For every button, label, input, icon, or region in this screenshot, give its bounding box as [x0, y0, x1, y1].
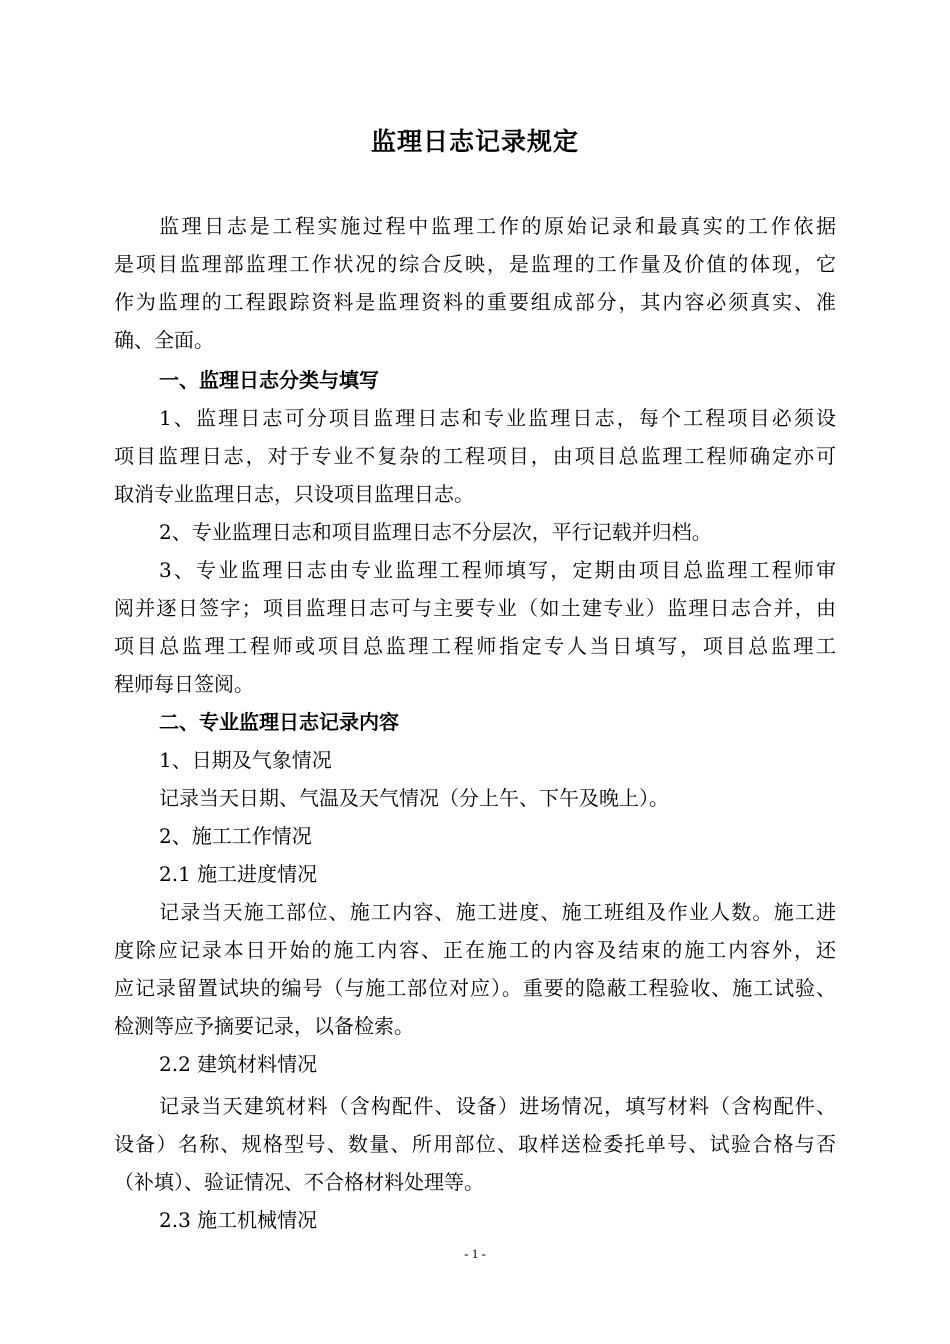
paragraph-line: （补填）、验证情况、不合格材料处理等。 [114, 1170, 484, 1194]
paragraph-line: 项目总监理工程师或项目总监理工程师指定专人当日填写，项目总监理工 [114, 634, 836, 658]
paragraph-line: 是项目监理部监理工作状况的综合反映，是监理的工作量及价值的体现，它 [114, 252, 836, 276]
subsection-heading: 2、施工工作情况 [159, 824, 312, 848]
paragraph-line: 监理日志是工程实施过程中监理工作的原始记录和最真实的工作依据 [159, 214, 836, 238]
paragraph-line: 程师每日签阅。 [114, 672, 254, 696]
paragraph-line: 应记录留置试块的编号（与施工部位对应）。重要的隐蔽工程验收、施工试验、 [114, 976, 836, 1000]
paragraph-line: 取消专业监理日志，只设项目监理日志。 [114, 482, 474, 506]
section-heading: 一、监理日志分类与填写 [159, 368, 379, 392]
subsection-heading: 2.3 施工机械情况 [159, 1208, 318, 1232]
paragraph-line: 1、监理日志可分项目监理日志和专业监理日志，每个工程项目必须设 [159, 406, 836, 430]
paragraph-line: 记录当天建筑材料（含构配件、设备）进场情况，填写材料（含构配件、 [159, 1094, 836, 1118]
paragraph-line: 度除应记录本日开始的施工内容、正在施工的内容及结束的施工内容外，还 [114, 938, 836, 962]
paragraph-line: 记录当天施工部位、施工内容、施工进度、施工班组及作业人数。施工进 [159, 900, 836, 924]
subsection-heading: 2.1 施工进度情况 [159, 862, 318, 886]
paragraph-line: 项目监理日志，对于专业不复杂的工程项目，由项目总监理工程师确定亦可 [114, 444, 836, 468]
paragraph-line: 检测等应予摘要记录，以备检索。 [114, 1014, 414, 1038]
paragraph-line: 设备）名称、规格型号、数量、所用部位、取样送检委托单号、试验合格与否 [114, 1132, 836, 1156]
document-title: 监理日志记录规定 [370, 127, 579, 156]
subsection-heading: 2.2 建筑材料情况 [159, 1052, 318, 1076]
paragraph-line: 确、全面。 [114, 328, 214, 352]
paragraph-line: 3、专业监理日志由专业监理工程师填写，定期由项目总监理工程师审 [159, 558, 836, 582]
paragraph-line: 2、专业监理日志和项目监理日志不分层次，平行记载并归档。 [159, 520, 712, 544]
section-heading: 二、专业监理日志记录内容 [159, 710, 399, 734]
paragraph-line: 作为监理的工程跟踪资料是监理资料的重要组成部分，其内容必须真实、准 [114, 290, 836, 314]
paragraph-line: 阅并逐日签字；项目监理日志可与主要专业（如土建专业）监理日志合并，由 [114, 596, 836, 620]
page-number: - 1 - [464, 1246, 486, 1261]
paragraph-line: 记录当天日期、气温及天气情况（分上午、下午及晚上）。 [159, 786, 669, 810]
subsection-heading: 1、日期及气象情况 [159, 748, 332, 772]
